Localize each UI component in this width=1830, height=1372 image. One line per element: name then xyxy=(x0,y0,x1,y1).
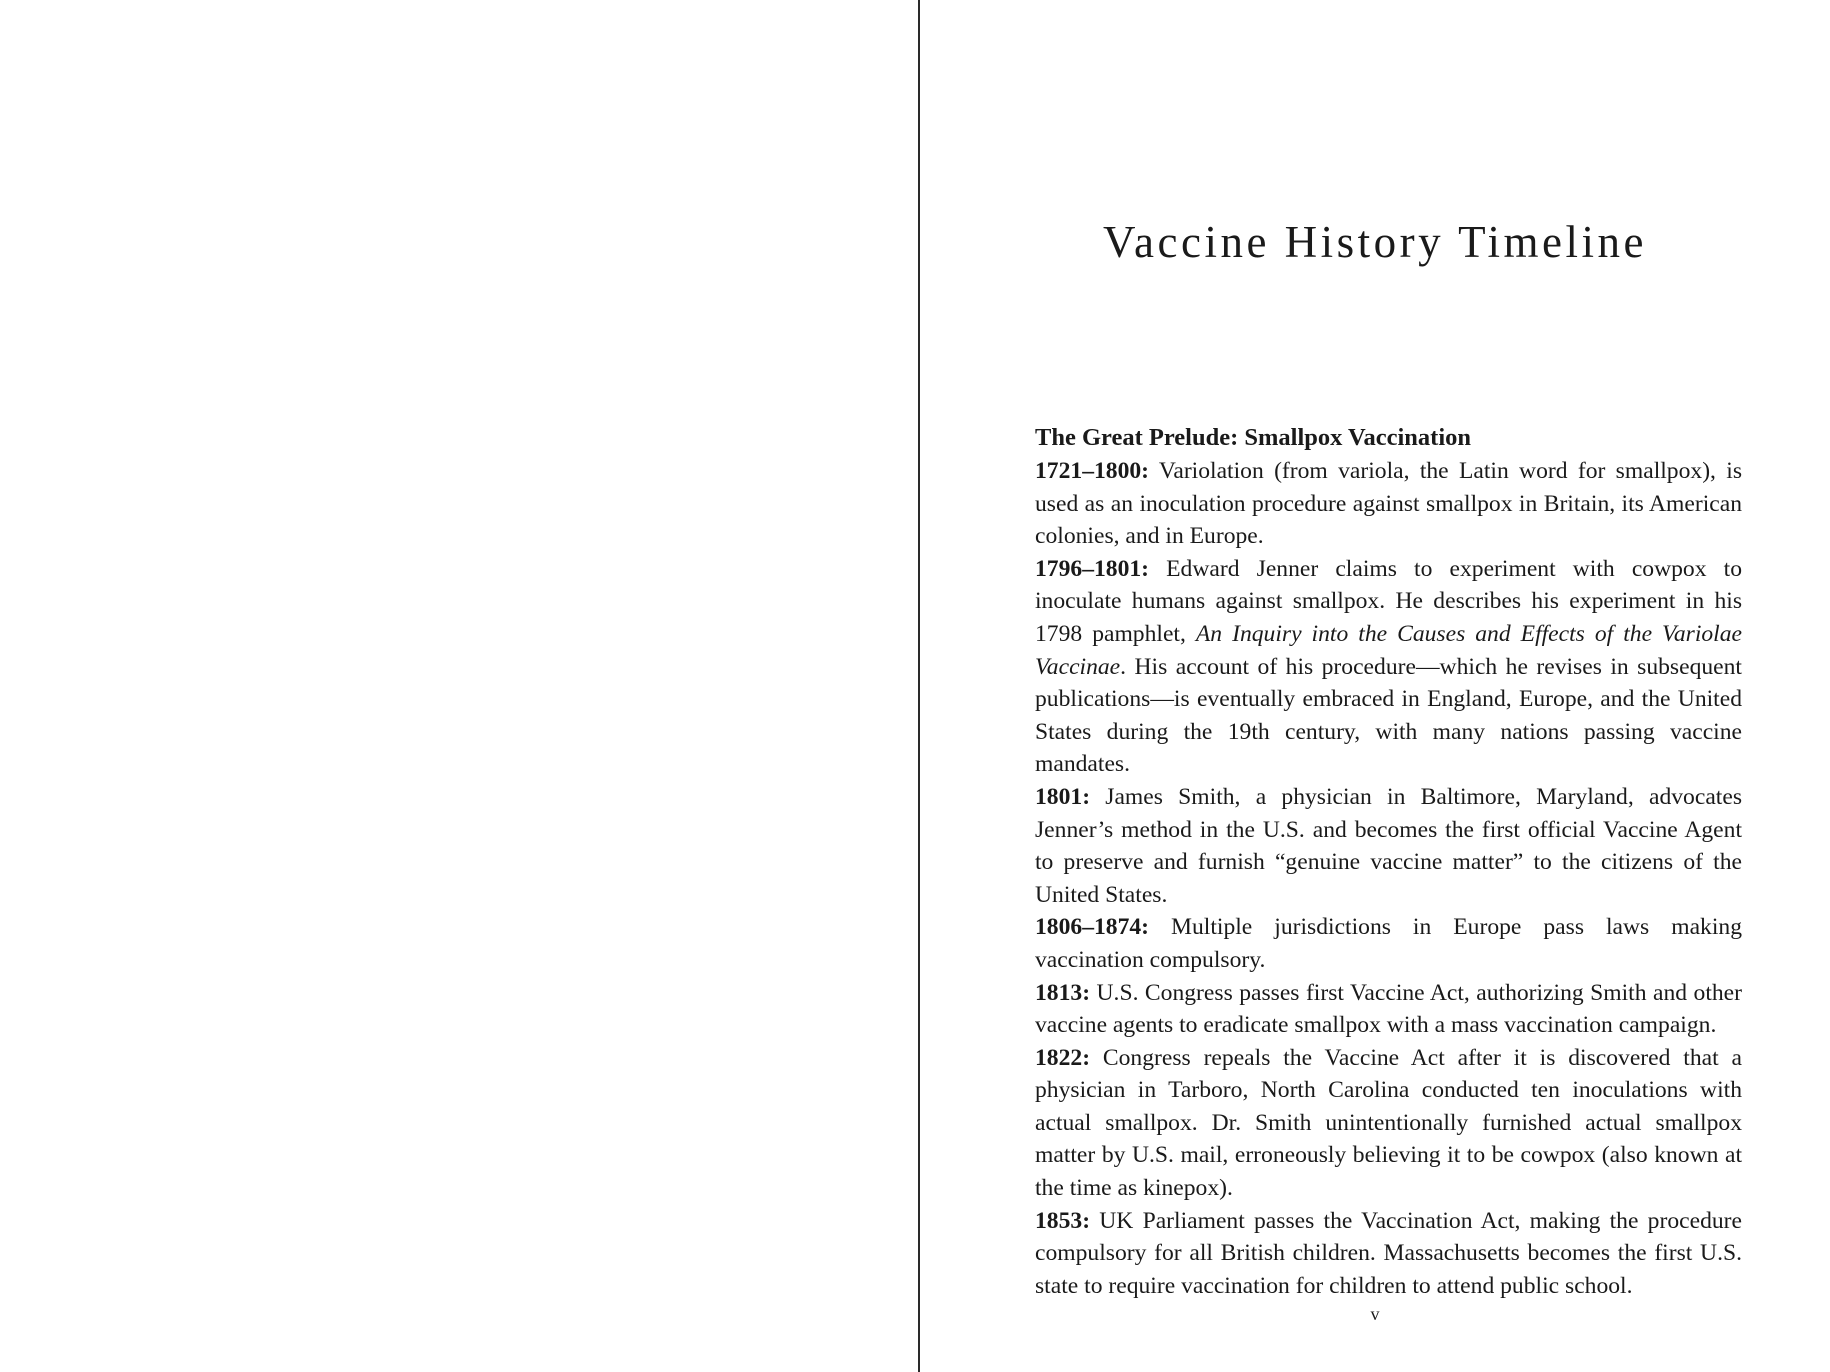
page-number: v xyxy=(1370,1304,1380,1324)
entry-year: 1822: xyxy=(1035,1044,1091,1071)
entry-year: 1853: xyxy=(1035,1207,1091,1234)
entry-text: U.S. Congress passes first Vaccine Act, authorizing Smith and other vaccine agents to eradicate smallpox with a mass vaccination campaign. xyxy=(1035,979,1742,1039)
timeline-entry xyxy=(1035,1205,1742,1303)
timeline-entry xyxy=(1035,781,1742,911)
right-page xyxy=(920,0,1830,1372)
entry-text: James Smith, a physician in Baltimore, Maryland, advocates Jenner’s method in the U.S. and becomes the first official Vaccine Agent to preserve and furnish “genuine vaccine matter” to the citizens of the United States. xyxy=(1035,783,1742,908)
entry-year: 1796–1801: xyxy=(1035,555,1150,582)
entry-year: 1721–1800: xyxy=(1035,458,1150,484)
entry-year: 1806–1874: xyxy=(1035,914,1150,941)
entry-text: Multiple jurisdictions in Europe pass laws making vaccination compulsory. xyxy=(1035,914,1742,973)
entry-year: 1813: xyxy=(1035,979,1091,1006)
timeline-entry xyxy=(1035,553,1742,781)
entry-text: Congress repeals the Vaccine Act after it is discovered that a physician in Tarboro, North Carolina conducted ten inoculations with actual smallpox. Dr. Smith unintentionally furnished actual smallpox matter by U.S. mail, erroneously believing it to be cowpox (also known at the time as kinepox). xyxy=(1035,1044,1742,1202)
entry-text-continued: . His account of his procedure—which he revises in subsequent publications—is eventually embraced in England, Europe, and the United States during the 19th century, with many nations passing vaccine mandates. xyxy=(1035,653,1742,778)
entry-year: 1801: xyxy=(1035,783,1091,810)
section-heading: The Great Prelude: Smallpox Vaccination xyxy=(1035,424,1472,451)
timeline-entry xyxy=(1035,1042,1742,1205)
entry-text: UK Parliament passes the Vaccination Act, making the procedure compulsory for all British children. Massachusetts becomes the first U.S. state to require vaccination for children to attend public school. xyxy=(1035,1207,1742,1299)
timeline-entry xyxy=(1035,455,1742,553)
timeline-text xyxy=(1035,421,1742,1302)
entry-text: Variolation (from variola, the Latin word for smallpox), is used as an inoculation procedure against smallpox in Britain, its American colonies, and in Europe. xyxy=(1035,458,1742,550)
chapter-title: Vaccine History Timeline xyxy=(1103,217,1647,267)
pamphlet-title: An Inquiry into the Causes and Effects of the Variolae Vaccinae xyxy=(1035,620,1742,680)
timeline-entry xyxy=(1035,911,1742,976)
entry-text: Edward Jenner claims to experiment with cowpox to inoculate humans against smallpox. He describes his experiment in his 1798 pamphlet, xyxy=(1035,555,1742,647)
timeline-entry xyxy=(1035,977,1742,1042)
